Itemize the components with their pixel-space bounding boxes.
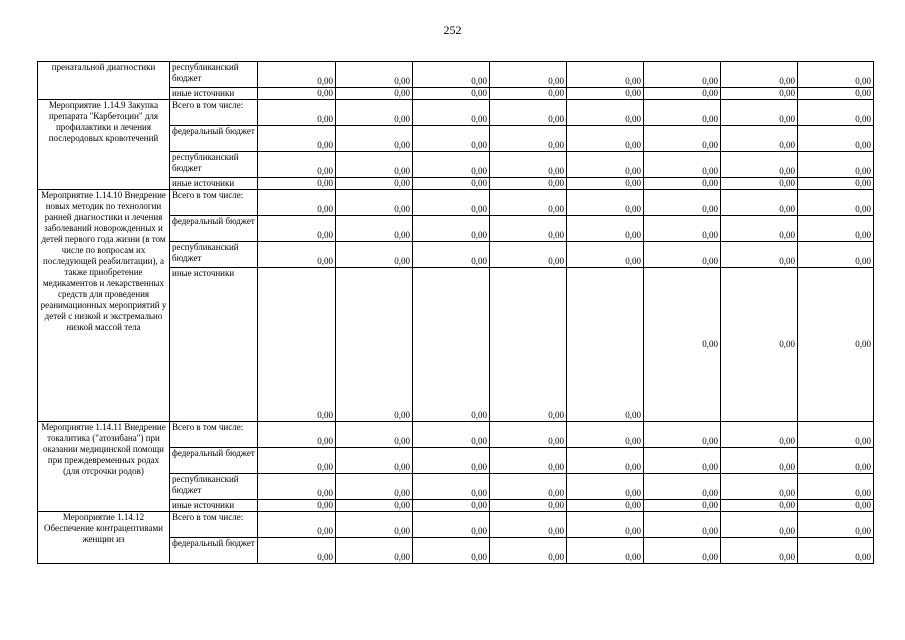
value-cell: 0,00 [336, 474, 413, 500]
value-cell: 0,00 [644, 422, 721, 448]
value-cell: 0,00 [490, 190, 567, 216]
source-label: Всего в том числе: [170, 422, 258, 448]
value-cell: 0,00 [490, 538, 567, 564]
source-label: иные источники [170, 178, 258, 190]
value-cell: 0,00 [567, 500, 644, 512]
value-cell: 0,00 [567, 152, 644, 178]
value-cell: 0,00 [258, 268, 336, 422]
value-cell: 0,00 [567, 422, 644, 448]
value-cell: 0,00 [567, 268, 644, 422]
source-label: иные источники [170, 268, 258, 422]
value-cell: 0,00 [258, 474, 336, 500]
value-cell: 0,00 [721, 500, 798, 512]
value-cell: 0,00 [644, 538, 721, 564]
value-cell: 0,00 [258, 100, 336, 126]
activity-name: Мероприятие 1.14.9 Закупка препарата "Карбетоцин" для профилактики и лечения послеродовых кровотечений [38, 100, 170, 190]
value-cell: 0,00 [567, 178, 644, 190]
value-cell: 0,00 [721, 474, 798, 500]
value-cell: 0,00 [798, 88, 874, 100]
value-cell: 0,00 [413, 474, 490, 500]
value-cell: 0,00 [336, 448, 413, 474]
value-cell: 0,00 [490, 126, 567, 152]
value-cell: 0,00 [721, 62, 798, 88]
page-number: 252 [443, 23, 462, 37]
value-cell: 0,00 [798, 268, 874, 422]
value-cell: 0,00 [336, 216, 413, 242]
table-row [38, 512, 874, 538]
value-cell: 0,00 [336, 62, 413, 88]
value-cell: 0,00 [721, 422, 798, 448]
value-cell: 0,00 [490, 178, 567, 190]
value-cell: 0,00 [567, 190, 644, 216]
value-cell: 0,00 [798, 512, 874, 538]
source-label: республиканский бюджет [170, 152, 258, 178]
activity-name: Мероприятие 1.14.12 Обеспечение контрацептивами женщин из [38, 512, 170, 564]
value-cell: 0,00 [644, 448, 721, 474]
table-row [38, 100, 874, 126]
value-cell: 0,00 [490, 152, 567, 178]
value-cell: 0,00 [258, 448, 336, 474]
value-cell: 0,00 [490, 216, 567, 242]
value-cell: 0,00 [644, 474, 721, 500]
value-cell: 0,00 [721, 178, 798, 190]
value-cell: 0,00 [413, 512, 490, 538]
value-cell: 0,00 [336, 190, 413, 216]
value-cell: 0,00 [567, 474, 644, 500]
value-cell: 0,00 [258, 152, 336, 178]
value-cell: 0,00 [258, 178, 336, 190]
table-row [38, 422, 874, 448]
value-cell: 0,00 [413, 62, 490, 88]
value-cell: 0,00 [567, 62, 644, 88]
value-cell: 0,00 [336, 500, 413, 512]
value-cell: 0,00 [567, 126, 644, 152]
value-cell: 0,00 [258, 126, 336, 152]
value-cell: 0,00 [644, 242, 721, 268]
value-cell: 0,00 [567, 88, 644, 100]
value-cell: 0,00 [258, 512, 336, 538]
value-cell: 0,00 [413, 88, 490, 100]
value-cell: 0,00 [258, 242, 336, 268]
value-cell: 0,00 [336, 422, 413, 448]
value-cell: 0,00 [798, 500, 874, 512]
value-cell: 0,00 [644, 178, 721, 190]
value-cell: 0,00 [413, 100, 490, 126]
value-cell: 0,00 [490, 100, 567, 126]
value-cell: 0,00 [490, 422, 567, 448]
value-cell: 0,00 [644, 512, 721, 538]
value-cell: 0,00 [798, 422, 874, 448]
value-cell: 0,00 [798, 448, 874, 474]
value-cell: 0,00 [644, 152, 721, 178]
value-cell: 0,00 [721, 538, 798, 564]
activity-name: пренатальной диагностики [38, 62, 170, 100]
value-cell: 0,00 [413, 268, 490, 422]
source-label: федеральный бюджет [170, 126, 258, 152]
value-cell: 0,00 [490, 62, 567, 88]
value-cell: 0,00 [721, 100, 798, 126]
value-cell: 0,00 [258, 190, 336, 216]
value-cell: 0,00 [721, 88, 798, 100]
value-cell: 0,00 [798, 474, 874, 500]
value-cell: 0,00 [336, 538, 413, 564]
value-cell: 0,00 [567, 448, 644, 474]
budget-table [37, 61, 874, 564]
value-cell: 0,00 [798, 152, 874, 178]
table-row [38, 62, 874, 88]
value-cell: 0,00 [413, 178, 490, 190]
value-cell: 0,00 [567, 242, 644, 268]
value-cell: 0,00 [336, 88, 413, 100]
value-cell: 0,00 [798, 216, 874, 242]
value-cell: 0,00 [721, 216, 798, 242]
value-cell: 0,00 [798, 126, 874, 152]
value-cell: 0,00 [336, 242, 413, 268]
value-cell: 0,00 [336, 126, 413, 152]
value-cell: 0,00 [258, 500, 336, 512]
value-cell: 0,00 [258, 422, 336, 448]
value-cell: 0,00 [490, 268, 567, 422]
value-cell: 0,00 [798, 190, 874, 216]
value-cell: 0,00 [490, 88, 567, 100]
value-cell: 0,00 [413, 422, 490, 448]
value-cell: 0,00 [490, 474, 567, 500]
source-label: республиканский бюджет [170, 474, 258, 500]
value-cell: 0,00 [336, 512, 413, 538]
value-cell: 0,00 [721, 512, 798, 538]
source-label: иные источники [170, 500, 258, 512]
value-cell: 0,00 [336, 178, 413, 190]
value-cell: 0,00 [336, 100, 413, 126]
value-cell: 0,00 [721, 242, 798, 268]
source-label: республиканский бюджет [170, 242, 258, 268]
value-cell: 0,00 [644, 190, 721, 216]
value-cell: 0,00 [798, 178, 874, 190]
value-cell: 0,00 [721, 126, 798, 152]
value-cell: 0,00 [567, 512, 644, 538]
value-cell: 0,00 [798, 62, 874, 88]
value-cell: 0,00 [798, 242, 874, 268]
value-cell: 0,00 [490, 500, 567, 512]
value-cell: 0,00 [644, 268, 721, 422]
value-cell: 0,00 [644, 88, 721, 100]
value-cell: 0,00 [798, 538, 874, 564]
value-cell: 0,00 [490, 448, 567, 474]
value-cell: 0,00 [490, 512, 567, 538]
value-cell: 0,00 [413, 152, 490, 178]
value-cell: 0,00 [258, 62, 336, 88]
source-label: Всего в том числе: [170, 512, 258, 538]
value-cell: 0,00 [721, 190, 798, 216]
value-cell: 0,00 [258, 88, 336, 100]
table-row [38, 190, 874, 216]
value-cell: 0,00 [413, 448, 490, 474]
value-cell: 0,00 [644, 126, 721, 152]
value-cell: 0,00 [721, 448, 798, 474]
activity-name: Мероприятие 1.14.11 Внедрение токалитика ("атозибана") при оказании медицинской помощи при преждевременных родах (для отсрочки родов) [38, 422, 170, 512]
source-label: федеральный бюджет [170, 448, 258, 474]
value-cell: 0,00 [567, 216, 644, 242]
value-cell: 0,00 [644, 500, 721, 512]
value-cell: 0,00 [721, 268, 798, 422]
value-cell: 0,00 [413, 500, 490, 512]
source-label: иные источники [170, 88, 258, 100]
source-label: Всего в том числе: [170, 100, 258, 126]
value-cell: 0,00 [567, 100, 644, 126]
value-cell: 0,00 [336, 152, 413, 178]
source-label: республиканский бюджет [170, 62, 258, 88]
value-cell: 0,00 [258, 538, 336, 564]
value-cell: 0,00 [798, 100, 874, 126]
value-cell: 0,00 [336, 268, 413, 422]
activity-name: Мероприятие 1.14.10 Внедрение новых методик по технологии ранней диагностики и лечения заболеваний новорожденных и детей первого года жизни (в том числе по вопросам их последующей реабилитации), а также приобретение медикаментов и лекарственных средств для проведения реанимационных мероприятий у детей с низкой и экстремально низкой массой тела [38, 190, 170, 422]
value-cell: 0,00 [644, 100, 721, 126]
source-label: Всего в том числе: [170, 190, 258, 216]
value-cell: 0,00 [413, 126, 490, 152]
value-cell: 0,00 [644, 62, 721, 88]
value-cell: 0,00 [258, 216, 336, 242]
value-cell: 0,00 [644, 216, 721, 242]
value-cell: 0,00 [413, 216, 490, 242]
value-cell: 0,00 [567, 538, 644, 564]
source-label: федеральный бюджет [170, 538, 258, 564]
value-cell: 0,00 [413, 538, 490, 564]
value-cell: 0,00 [413, 190, 490, 216]
source-label: федеральный бюджет [170, 216, 258, 242]
value-cell: 0,00 [490, 242, 567, 268]
value-cell: 0,00 [721, 152, 798, 178]
value-cell: 0,00 [413, 242, 490, 268]
